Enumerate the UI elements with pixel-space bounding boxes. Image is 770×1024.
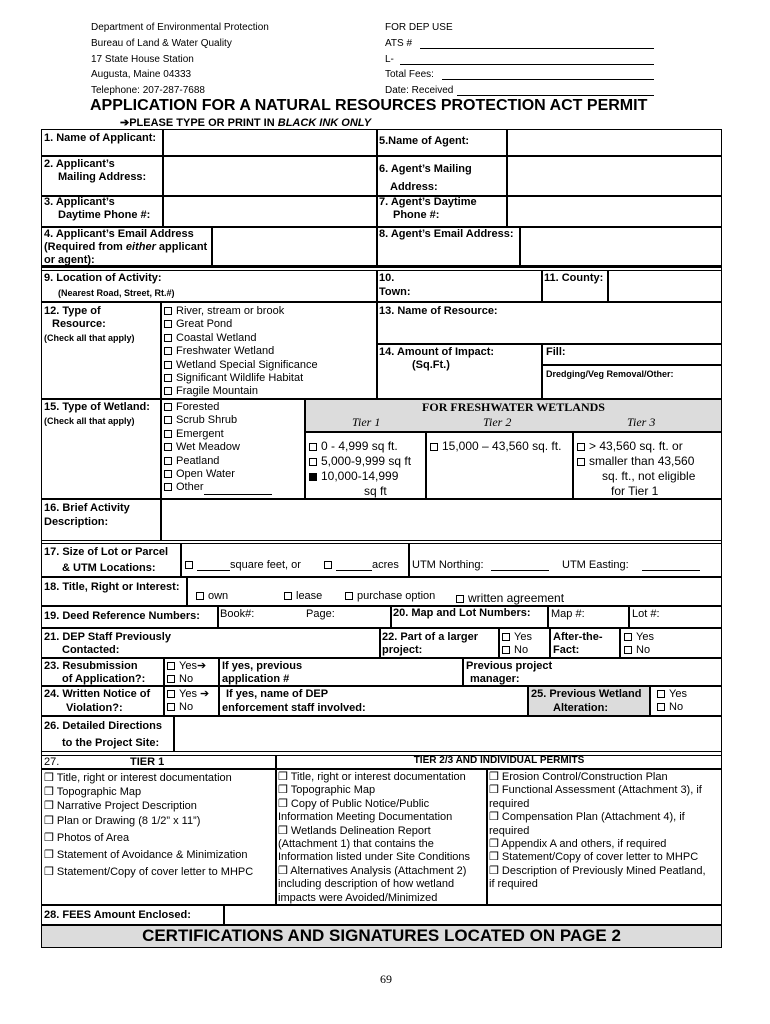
checkbox-coastal-wetland[interactable]: Coastal Wetland (164, 332, 318, 345)
checkbox-freshwater-wetland[interactable]: Freshwater Wetland (164, 345, 318, 358)
checkbox-larger-yes[interactable]: Yes (502, 631, 532, 644)
resubmission-choices (167, 660, 206, 687)
tier23-item-cont: if required (489, 878, 538, 891)
tier23-item[interactable]: ❒ Appendix A and others, if required (489, 838, 667, 851)
tier23-item[interactable]: ❒ Description of Previously Mined Peatland, (489, 864, 706, 877)
tier1-item[interactable]: ❒ Title, right or interest documentation (44, 772, 232, 784)
date-received-label: Date: Received (385, 85, 454, 96)
checkbox-written-agreement[interactable]: written agreement (456, 591, 564, 605)
field-12-label-2: Resource: (52, 318, 106, 330)
l-label: L- (385, 54, 394, 65)
checkbox-after-no[interactable]: No (624, 644, 654, 657)
tier3-label: Tier 3 (627, 415, 656, 429)
utm-easting-field[interactable]: UTM Easting: (562, 559, 700, 571)
tier23-heading: TIER 2/3 AND INDIVIDUAL PERMITS (413, 755, 585, 766)
checkbox-great-pond[interactable]: Great Pond (164, 318, 318, 331)
after-fact-label-2: Fact: (553, 644, 580, 656)
tier1-options (309, 439, 411, 499)
date-received-line[interactable] (457, 95, 654, 96)
tier1-item[interactable]: ❒ Statement of Avoidance & Minimization (44, 849, 248, 862)
agency-line: Department of Environmental Protection (91, 22, 269, 33)
field-5-label: 5.Name of Agent: (379, 135, 470, 147)
resource-options-list (164, 305, 318, 399)
field-25-label: 25. Previous Wetland (531, 688, 642, 700)
field-4-label: 4. Applicant’s Email Address (44, 228, 194, 240)
tier2-label: Tier 2 (483, 415, 512, 429)
field-12-hint: (Check all that apply) (44, 333, 135, 343)
field-26-label: 26. Detailed Directions (44, 720, 162, 732)
tier23-item[interactable]: ❒ Statement/Copy of cover letter to MHPC (489, 851, 699, 864)
map-label: Map #: (551, 608, 585, 620)
field-7-label: 7. Agent’s Daytime (379, 196, 477, 208)
field-4-label-2: (Required from either applicant (44, 241, 208, 253)
checkbox-river[interactable]: River, stream or brook (164, 305, 318, 318)
violation-choices (167, 688, 209, 715)
fill-label: Fill: (546, 346, 566, 358)
wetland-alteration-choices (657, 688, 687, 715)
enforcement-staff-label-2: enforcement staff involved: (222, 702, 366, 714)
field-16-label-2: Description: (44, 516, 109, 528)
agency-line: Bureau of Land & Water Quality (91, 38, 232, 49)
field-22-label-2: project: (382, 644, 423, 656)
checkbox-lease[interactable]: lease (284, 590, 322, 602)
tier1-item[interactable]: ❒ Topographic Map (44, 786, 142, 799)
applicant-phone-input[interactable] (163, 196, 377, 227)
tier1-checklist (44, 771, 253, 879)
tier23-item-cont: (Attachment 1) that contains the (278, 838, 434, 851)
previous-application-label-2: application # (222, 673, 290, 685)
checkbox-other[interactable]: Other (164, 481, 272, 494)
page-label: Page: (306, 608, 335, 620)
field-20-label: 20. Map and Lot Numbers: (393, 607, 531, 619)
checkbox-resubmission-no[interactable]: No (167, 673, 206, 686)
field-25-label-2: Alteration: (553, 702, 608, 714)
field-2-label-2: Mailing Address: (58, 171, 147, 183)
checkbox-fragile-mountain[interactable]: Fragile Mountain (164, 385, 318, 398)
tier3-cont-1: sq. ft., not eligible (602, 469, 696, 483)
checkbox-after-yes[interactable]: Yes (624, 631, 654, 644)
checkbox-resubmission-yes[interactable]: Yes➔ (167, 660, 206, 673)
tier1-label: Tier 1 (352, 415, 381, 429)
checkbox-violation-yes[interactable]: Yes ➔ (167, 688, 209, 701)
checkbox-forested[interactable]: Forested (164, 401, 272, 414)
fill-input[interactable] (542, 344, 722, 365)
checkbox-tier1-c[interactable]: 10,000-14,999 (309, 469, 411, 484)
enforcement-staff-label: If yes, name of DEP (226, 688, 329, 700)
form-subtitle: ➔PLEASE TYPE OR PRINT IN BLACK INK ONLY (120, 117, 372, 129)
after-fact-choices (624, 631, 654, 658)
agency-line: Telephone: 207-287-7688 (91, 85, 205, 96)
field-9-hint: (Nearest Road, Street, Rt.#) (58, 288, 175, 298)
checkbox-tier3-b[interactable]: smaller than 43,560 (577, 454, 695, 469)
agent-name-input[interactable] (507, 129, 722, 156)
ats-label: ATS # (385, 38, 413, 49)
field-6-label-2: Address: (390, 181, 438, 193)
agent-email-input[interactable] (520, 227, 722, 266)
checkbox-own[interactable]: own (196, 590, 228, 602)
field-4-label-3: or agent): (44, 254, 95, 266)
field-2-label: 2. Applicant’s (44, 158, 115, 170)
field-14-hint: (Sq.Ft.) (412, 359, 450, 371)
tier23-item-cont: including description of how wetland (278, 878, 455, 891)
field-23-label: 23. Resubmission (44, 660, 138, 672)
total-fees-label: Total Fees: (385, 69, 434, 80)
field-23-label-2: of Application?: (62, 673, 146, 685)
field-17-label: 17. Size of Lot or Parcel (44, 546, 169, 558)
page-number: 69 (380, 972, 392, 986)
book-label: Book#: (220, 608, 255, 620)
checkbox-tier1-b[interactable]: 5,000-9,999 sq ft (309, 454, 411, 469)
field-16-label: 16. Brief Activity (44, 502, 130, 514)
checkbox-scrub-shrub[interactable]: Scrub Shrub (164, 414, 272, 427)
tier23-item[interactable]: ❒ Copy of Public Notice/Public (278, 797, 430, 810)
lot-label: Lot #: (632, 608, 660, 620)
tier1-cont: sq ft (364, 484, 387, 498)
field-17-label-2: & UTM Locations: (62, 562, 156, 574)
checkbox-alteration-no[interactable]: No (657, 701, 687, 714)
tier23-item[interactable]: ❒ Compensation Plan (Attachment 4), if (489, 811, 685, 824)
applicant-address-input[interactable] (163, 156, 377, 196)
field-3-label-2: Daytime Phone #: (58, 209, 151, 221)
tier23-item[interactable]: ❒ Functional Assessment (Attachment 3), if (489, 784, 702, 797)
field-15-hint: (Check all that apply) (44, 416, 135, 426)
dredging-label: Dredging/Veg Removal/Other: (546, 369, 674, 379)
title-right-options (187, 577, 722, 606)
utm-northing-field[interactable]: UTM Northing: (412, 559, 549, 571)
tier23-item-cont: required (489, 824, 530, 837)
larger-project-choices (502, 631, 532, 658)
tier23-list-2 (489, 771, 706, 892)
tier1-heading: TIER 1 (130, 756, 165, 768)
activity-description-input[interactable] (161, 499, 722, 541)
tier23-item-cont: required (489, 797, 530, 810)
field-1-label: 1. Name of Applicant: (44, 132, 157, 144)
tier1-item[interactable]: ❒ Statement/Copy of cover letter to MHPC (44, 866, 254, 879)
form-title: APPLICATION FOR A NATURAL RESOURCES PROTECTION ACT PERMIT (90, 97, 648, 114)
tier23-item[interactable]: ❒ Wetlands Delineation Report (278, 824, 431, 837)
field-22-label: 22. Part of a larger (382, 631, 478, 643)
field-27-label: 27. (44, 756, 60, 768)
field-28-label: 28. FEES Amount Enclosed: (44, 909, 191, 921)
field-10-label: 10. (379, 272, 395, 284)
tier23-item[interactable]: ❒ Title, right or interest documentation (278, 771, 466, 783)
square-feet-field[interactable]: square feet, or (185, 559, 301, 571)
agency-line: 17 State House Station (91, 54, 194, 65)
checkbox-tier1-a[interactable]: 0 - 4,999 sq ft. (309, 439, 411, 454)
checkbox-wetland-special[interactable]: Wetland Special Significance (164, 359, 318, 372)
tier23-item-cont: Information Meeting Documentation (278, 811, 453, 824)
tier3-options (577, 439, 695, 499)
ats-line[interactable] (420, 48, 654, 49)
tier23-item[interactable]: ❒ Erosion Control/Construction Plan (489, 771, 668, 783)
field-21-label: 21. DEP Staff Previously (44, 631, 171, 643)
agent-address-input[interactable] (507, 156, 722, 196)
wetland-type-label-cell (41, 399, 161, 499)
tier23-item-cont: Information listed under Site Conditions (278, 851, 470, 864)
l-line[interactable] (400, 64, 654, 65)
tier23-item[interactable]: ❒ Alternatives Analysis (Attachment 2) (278, 864, 467, 877)
field-18-label: 18. Title, Right or Interest: (44, 581, 180, 593)
tier23-item-cont: impacts were Avoided/Minimized (278, 891, 438, 904)
previous-application-label: If yes, previous (222, 660, 303, 672)
field-24-label: 24. Written Notice of (44, 688, 151, 700)
project-manager-label: Previous project (466, 660, 553, 672)
dep-use-label: FOR DEP USE (385, 22, 453, 33)
field-19-label: 19. Deed Reference Numbers: (44, 610, 200, 622)
tier1-item[interactable]: ❒ Photos of Area (44, 831, 130, 844)
tier1-item[interactable]: ❒ Narrative Project Description (44, 800, 197, 813)
field-3-label: 3. Applicant’s (44, 196, 115, 208)
directions-input[interactable] (174, 716, 722, 752)
checkbox-purchase-option[interactable]: purchase option (345, 590, 435, 602)
agent-phone-input[interactable] (507, 196, 722, 227)
checkbox-peatland[interactable]: Peatland (164, 455, 272, 468)
field-24-label-2: Violation?: (66, 702, 123, 714)
tier23-list-1 (278, 771, 470, 905)
acres-field[interactable]: acres (324, 559, 399, 571)
field-26-label-2: to the Project Site: (62, 737, 160, 749)
tier3-cont-2: for Tier 1 (611, 484, 659, 498)
field-13-label: 13. Name of Resource: (379, 305, 498, 317)
checkbox-alteration-yes[interactable]: Yes (657, 688, 687, 701)
field-8-label: 8. Agent’s Email Address: (379, 228, 514, 240)
checkbox-wet-meadow[interactable]: Wet Meadow (164, 441, 272, 454)
wetland-options-list (164, 401, 272, 495)
field-6-label: 6. Agent’s Mailing (379, 163, 472, 175)
field-14-label: 14. Amount of Impact: (379, 346, 495, 358)
checkbox-tier3-a[interactable]: > 43,560 sq. ft. or (577, 439, 695, 454)
applicant-email-input[interactable] (212, 227, 377, 266)
field-10-label-2: Town: (379, 286, 411, 298)
checkbox-open-water[interactable]: Open Water (164, 468, 272, 481)
county-input[interactable] (608, 270, 722, 302)
checkbox-violation-no[interactable]: No (167, 701, 209, 714)
tier23-item[interactable]: ❒ Topographic Map (278, 784, 376, 797)
checkbox-tier2[interactable]: 15,000 – 43,560 sq. ft. (430, 439, 561, 454)
field-15-label: 15. Type of Wetland: (44, 401, 150, 413)
field-11-label: 11. County: (544, 272, 604, 284)
project-manager-label-2: manager: (470, 673, 520, 685)
after-fact-label: After-the- (553, 631, 603, 643)
freshwater-title: FOR FRESHWATER WETLANDS (422, 400, 605, 414)
field-9-label: 9. Location of Activity: (44, 272, 162, 284)
agency-line: Augusta, Maine 04333 (91, 69, 192, 80)
field-12-label: 12. Type of (44, 305, 101, 317)
tier1-item[interactable]: ❒ Plan or Drawing (8 1/2” x 11”) (44, 814, 201, 827)
total-fees-line[interactable] (442, 79, 654, 80)
field-21-label-2: Contacted: (62, 644, 120, 656)
field-7-label-2: Phone #: (393, 209, 440, 221)
fees-input[interactable] (224, 905, 722, 925)
checkbox-emergent[interactable]: Emergent (164, 428, 272, 441)
checkbox-larger-no[interactable]: No (502, 644, 532, 657)
applicant-name-input[interactable] (163, 129, 377, 156)
checkbox-wildlife-habitat[interactable]: Significant Wildlife Habitat (164, 372, 318, 385)
certifications-note: CERTIFICATIONS AND SIGNATURES LOCATED ON PAGE 2 (142, 926, 621, 945)
